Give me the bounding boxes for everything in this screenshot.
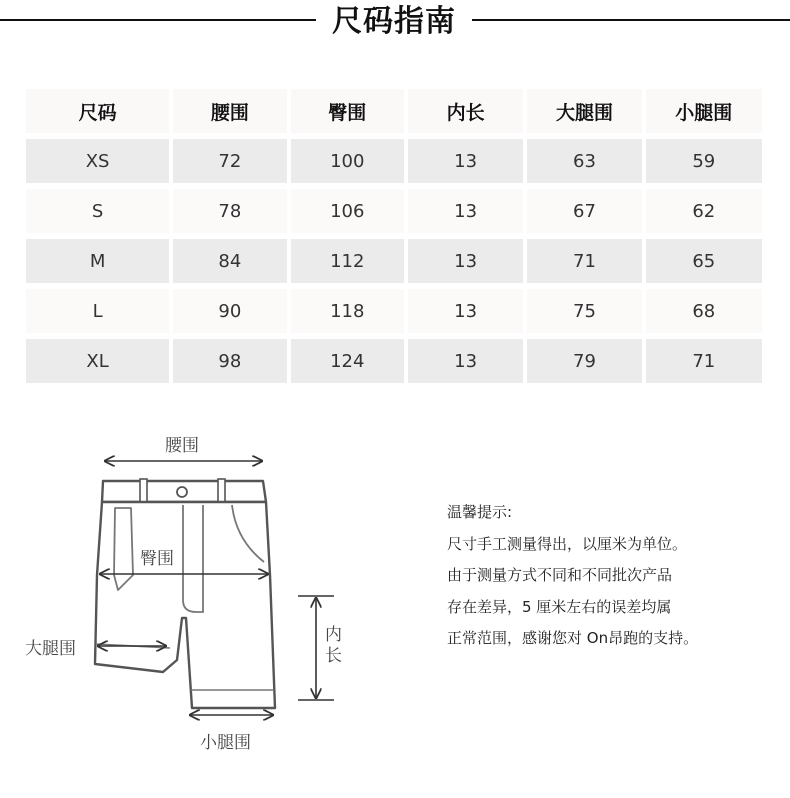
cell-size: XS (26, 139, 169, 183)
cell-inseam: 13 (408, 289, 523, 333)
cell-calf: 68 (646, 289, 762, 333)
cell-waist: 78 (173, 189, 286, 233)
tips-box (447, 497, 777, 655)
table-row (26, 289, 762, 333)
belt-loop (218, 479, 225, 504)
cell-waist: 84 (173, 239, 286, 283)
waist-label: 腰围 (165, 436, 199, 456)
cell-size: XL (26, 339, 169, 383)
table-row (26, 189, 762, 233)
cell-size: S (26, 189, 169, 233)
cell-thigh: 79 (527, 339, 641, 383)
header-inseam: 内长 (408, 89, 523, 133)
cell-thigh: 63 (527, 139, 641, 183)
thigh-label: 大腿围 (25, 639, 76, 659)
cell-hip: 124 (291, 339, 404, 383)
cell-thigh: 71 (527, 239, 641, 283)
button-icon (177, 487, 187, 497)
cell-thigh: 75 (527, 289, 641, 333)
cell-size: L (26, 289, 169, 333)
tips-heading: 温馨提示: (447, 503, 513, 521)
cell-calf: 65 (646, 239, 762, 283)
belt-loop (140, 479, 147, 504)
shorts-body-shape (95, 502, 275, 708)
calf-label: 小腿围 (200, 733, 251, 753)
cell-calf: 62 (646, 189, 762, 233)
title-divider-left (0, 19, 316, 21)
cell-hip: 100 (291, 139, 404, 183)
inseam-label: 内长 (325, 625, 342, 666)
cell-thigh: 67 (527, 189, 641, 233)
cell-size: M (26, 239, 169, 283)
cell-waist: 72 (173, 139, 286, 183)
header-waist: 腰围 (173, 89, 286, 133)
cell-hip: 118 (291, 289, 404, 333)
title-bar (0, 0, 790, 46)
header-hip: 臀围 (291, 89, 404, 133)
cell-waist: 90 (173, 289, 286, 333)
cell-inseam: 13 (408, 139, 523, 183)
cell-inseam: 13 (408, 339, 523, 383)
page-title: 尺码指南 (332, 4, 456, 39)
cell-calf: 71 (646, 339, 762, 383)
cell-waist: 98 (173, 339, 286, 383)
cell-inseam: 13 (408, 239, 523, 283)
table-header-row (26, 89, 762, 133)
tips-line: 存在差异，5 厘米左右的误差均属 (447, 597, 672, 616)
cell-hip: 106 (291, 189, 404, 233)
cell-hip: 112 (291, 239, 404, 283)
header-size: 尺码 (26, 89, 169, 133)
tips-line: 尺寸手工测量得出，以厘米为单位。 (447, 534, 688, 553)
cell-calf: 59 (646, 139, 762, 183)
header-calf: 小腿围 (646, 89, 762, 133)
shorts-measurement-diagram (0, 420, 420, 794)
table-row (26, 139, 762, 183)
cell-inseam: 13 (408, 189, 523, 233)
tips-line: 由于测量方式不同和不同批次产品 (447, 566, 673, 584)
tips-line: 正常范围，感谢您对 On昂跑的支持。 (447, 629, 699, 647)
table-row (26, 239, 762, 283)
title-divider-right (472, 19, 790, 21)
size-table (26, 89, 762, 389)
hip-label: 臀围 (140, 549, 174, 569)
table-row (26, 339, 762, 383)
header-thigh: 大腿围 (527, 89, 641, 133)
